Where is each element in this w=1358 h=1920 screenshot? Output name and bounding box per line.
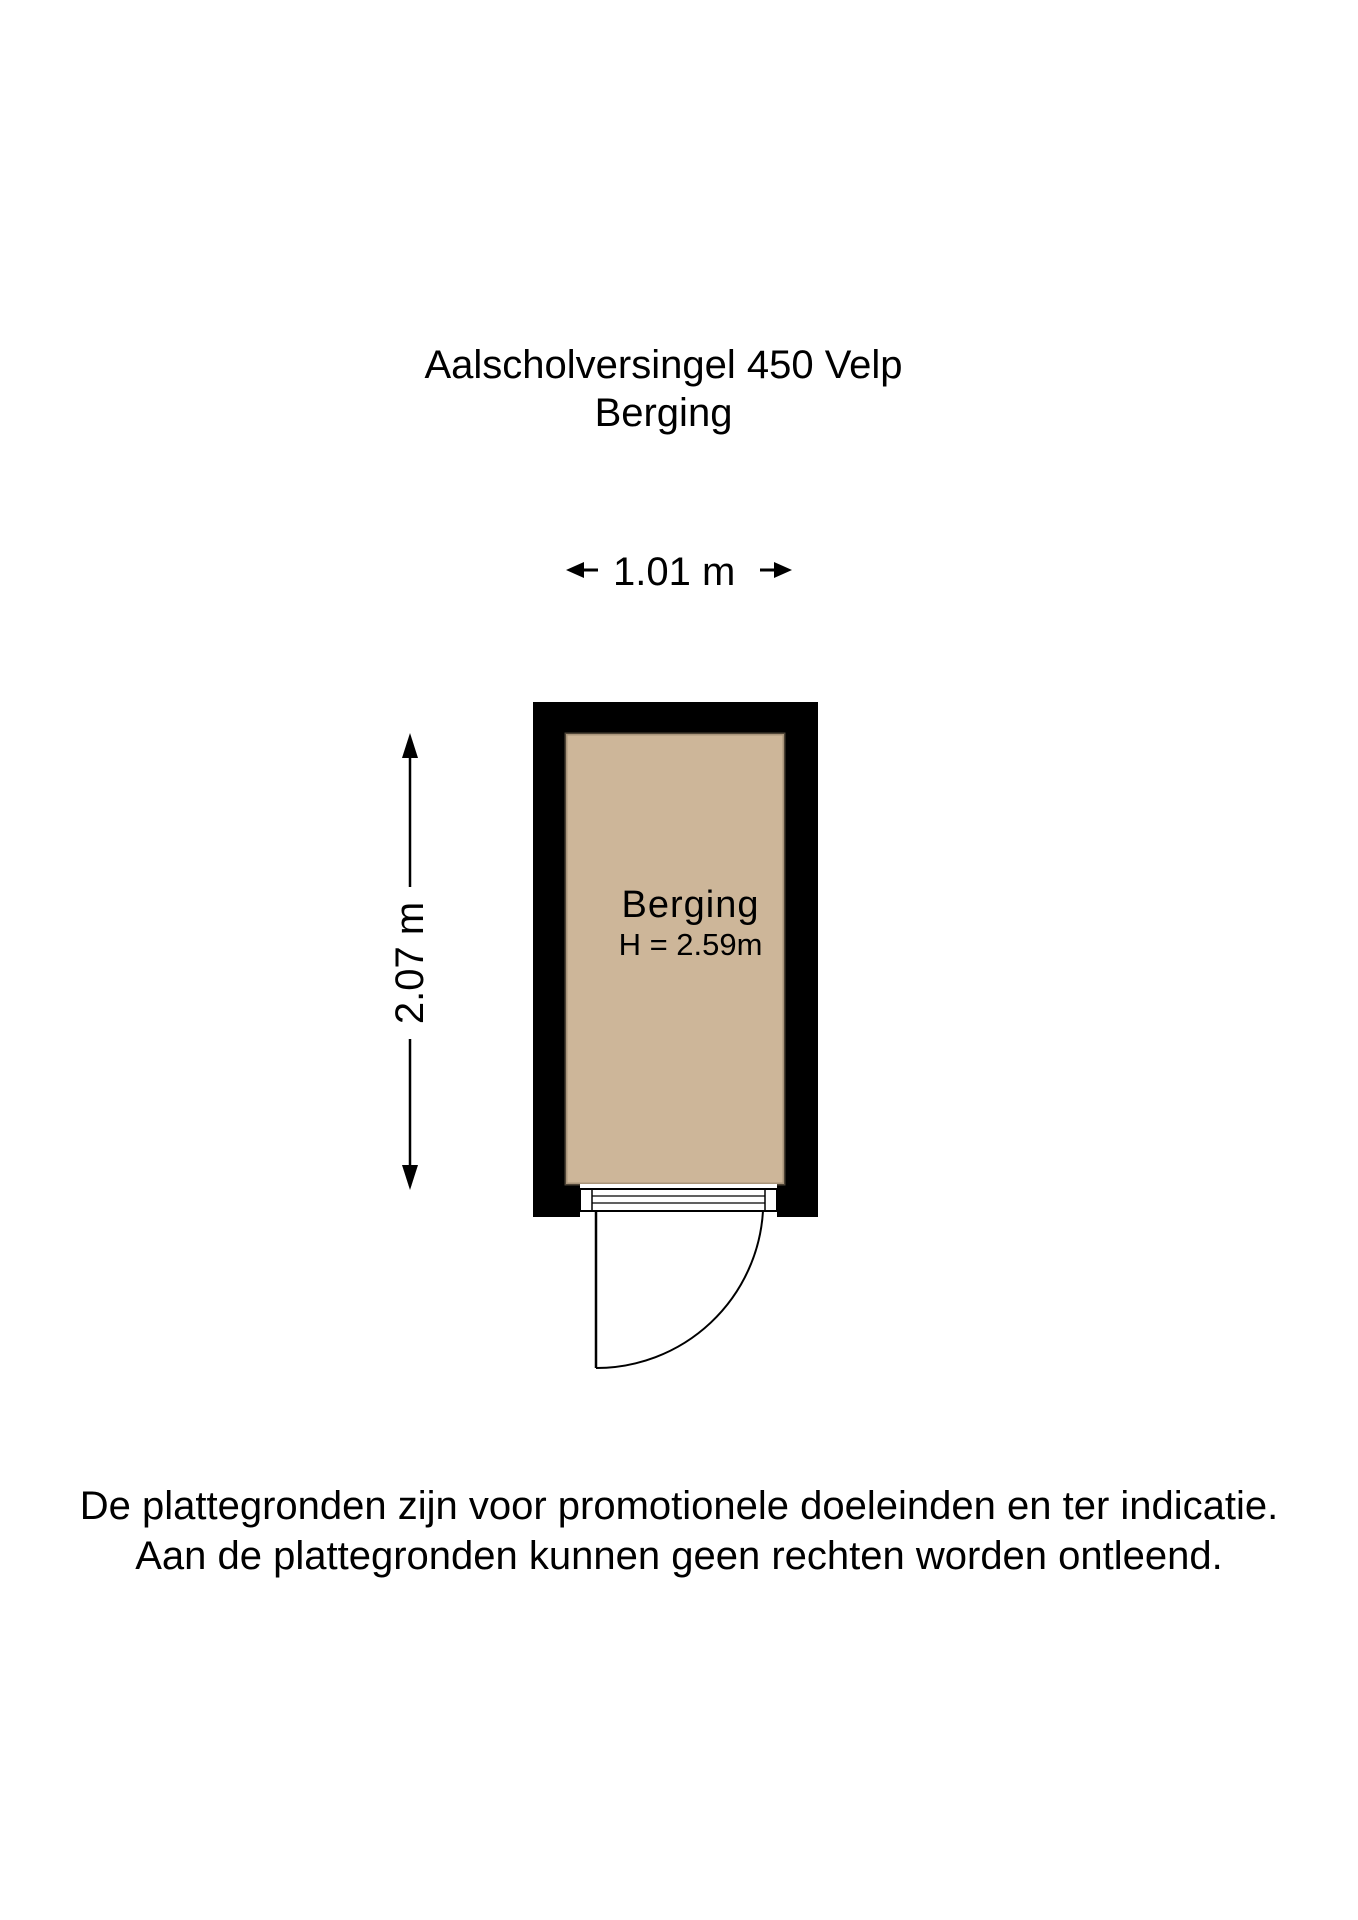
floor-title: Berging	[594, 391, 733, 435]
disclaimer-line-1: De plattegronden zijn voor promotionele doeleinden en ter indicatie.	[79, 1484, 1279, 1528]
room-height-label: H = 2.59m	[618, 927, 763, 962]
address-title: Aalscholversingel 450 Velp	[424, 343, 903, 387]
room-name-label: Berging	[621, 884, 760, 926]
width-dimension-label: 1.01 m	[613, 550, 736, 594]
length-dimension-label: 2.07 m	[388, 901, 432, 1025]
disclaimer-line-2: Aan de plattegronden kunnen geen rechten worden ontleend.	[135, 1534, 1223, 1578]
door-swing-arc	[596, 1211, 763, 1368]
